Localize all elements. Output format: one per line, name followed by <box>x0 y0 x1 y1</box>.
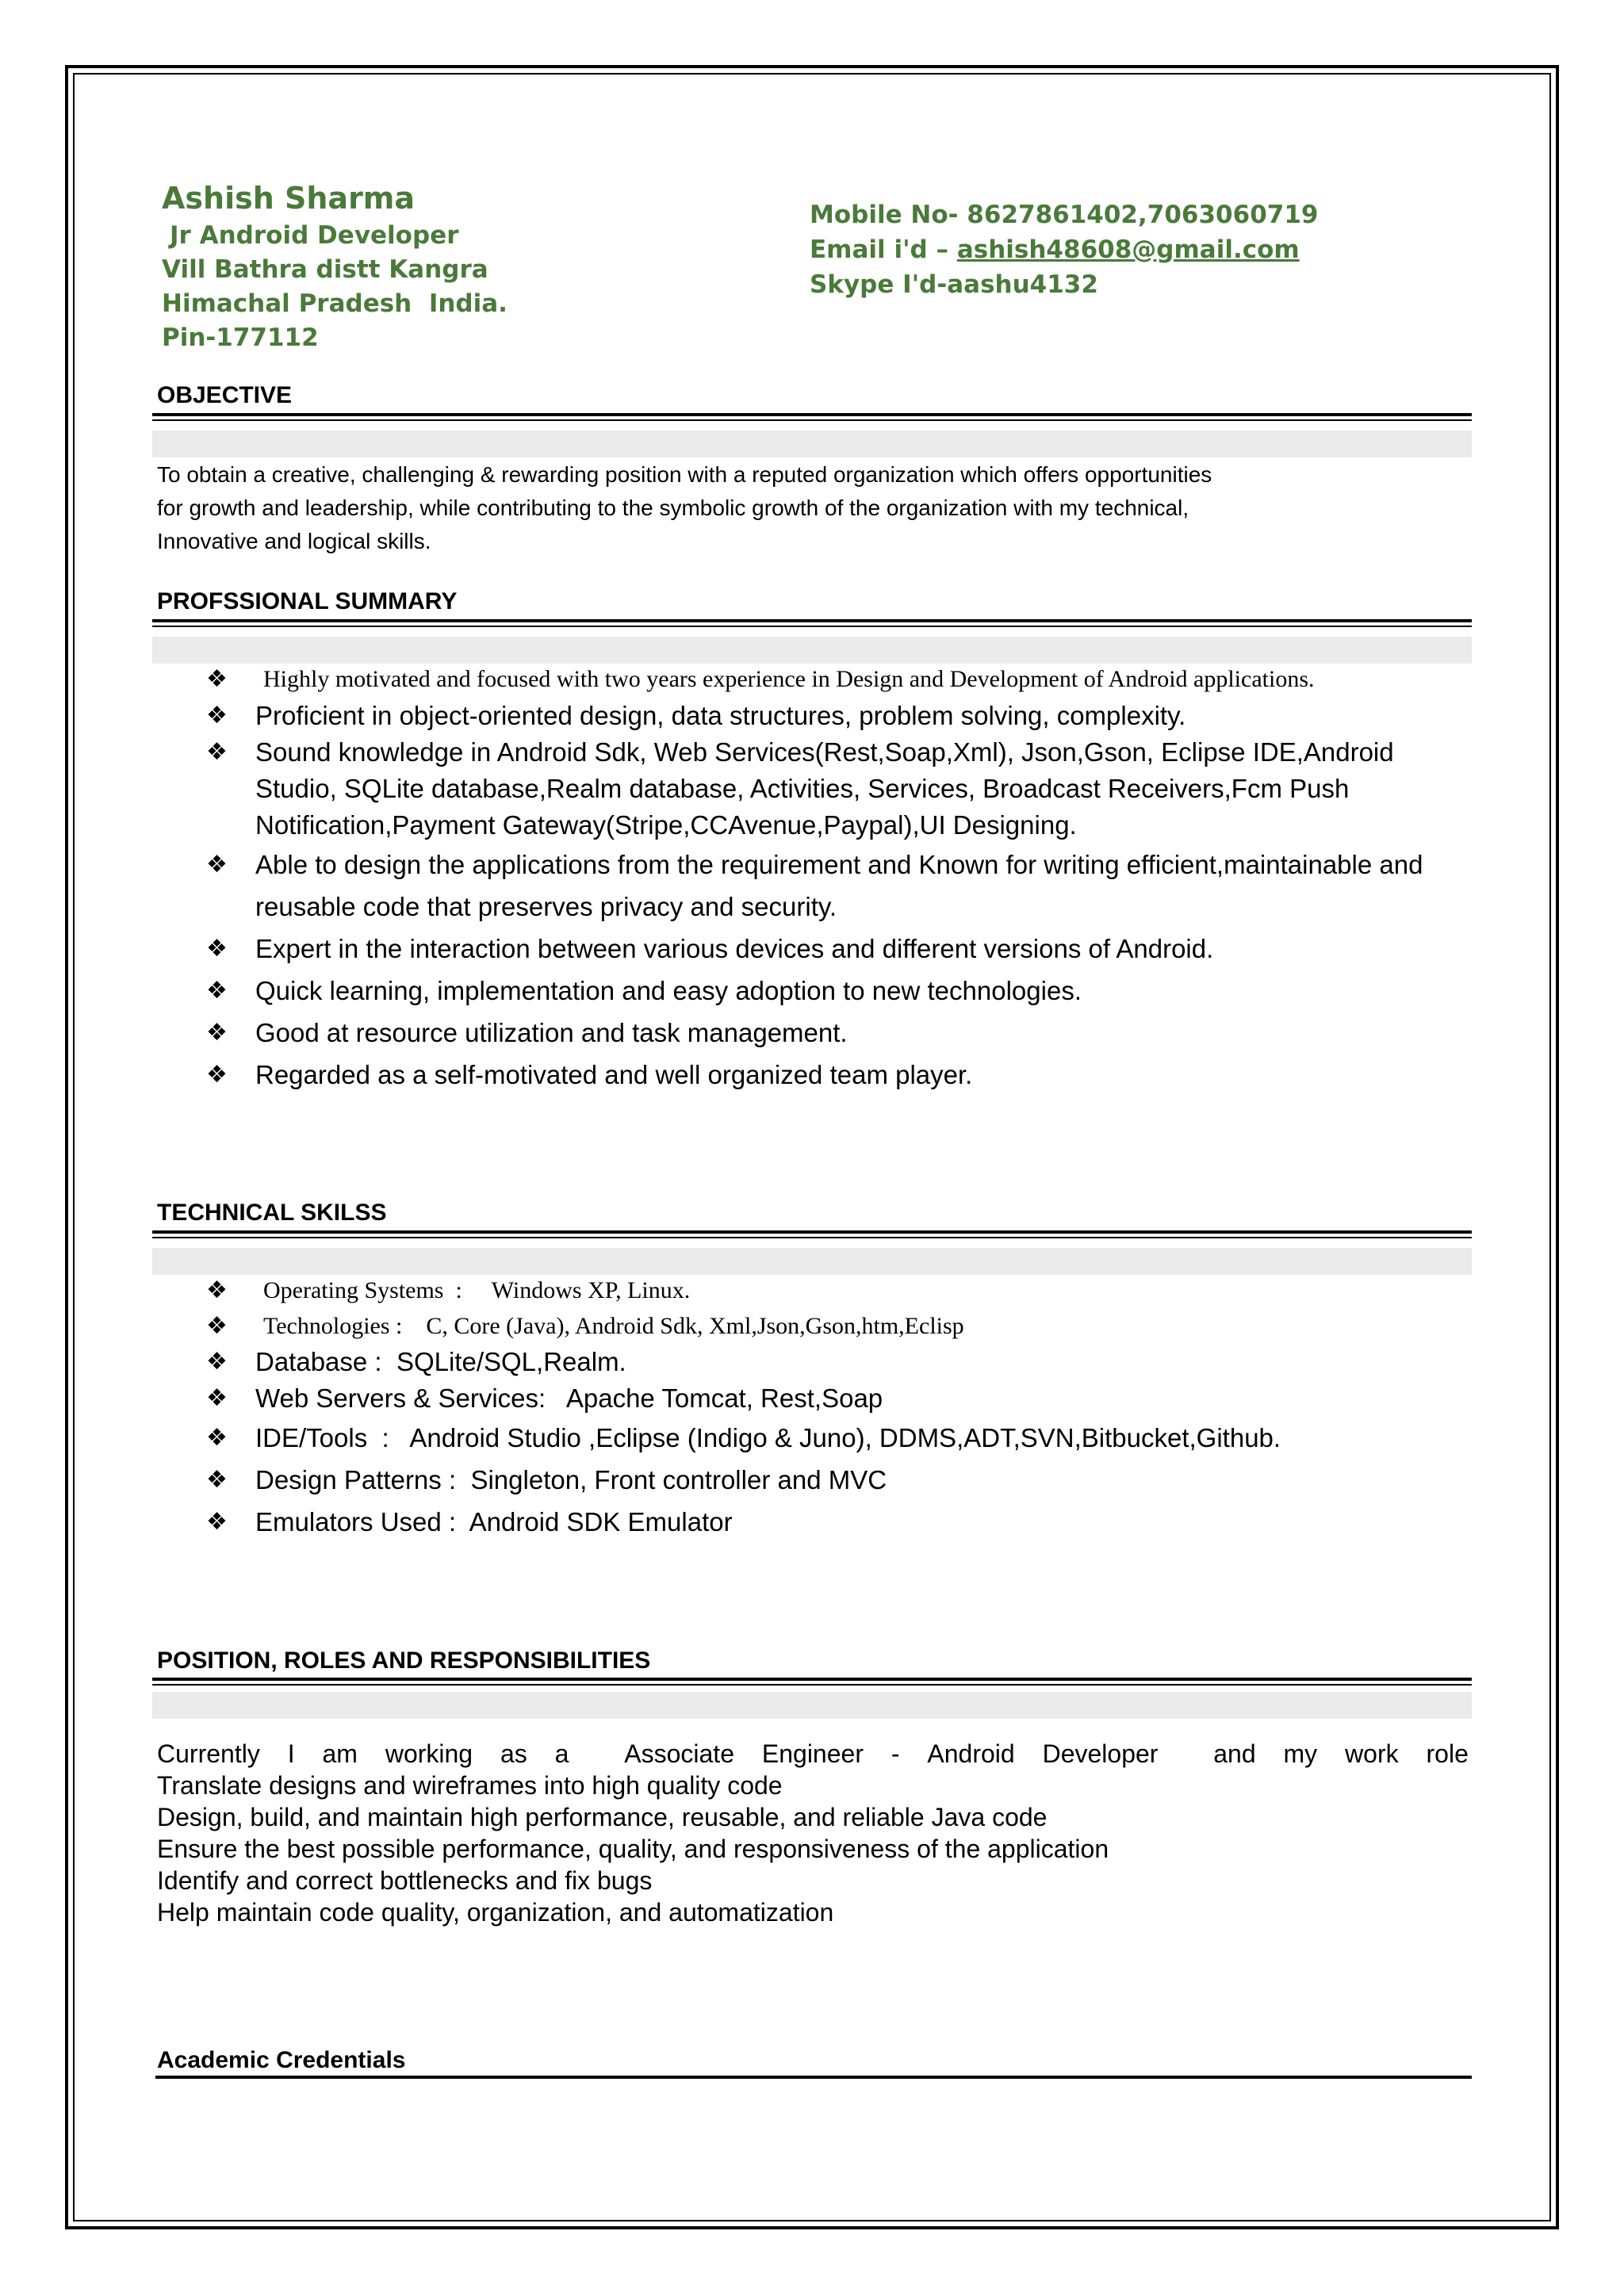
bullet-icon: ❖ <box>206 665 228 693</box>
objective-band <box>152 430 1472 457</box>
bullet-icon: ❖ <box>206 1384 228 1412</box>
email-row <box>810 232 1318 267</box>
contact-block-right <box>810 197 1318 302</box>
responsibility-line: Translate designs and wireframes into high quality code <box>157 1771 783 1800</box>
position-text <box>157 1738 1469 1928</box>
job-role: Jr Android Developer <box>170 221 459 250</box>
list-item: ❖ Database : SQLite/SQL,Realm. <box>206 1344 1467 1380</box>
skype-id: Skype I'd-aashu4132 <box>810 270 1098 299</box>
objective-text <box>157 458 1426 558</box>
list-item: ❖ Proficient in object-oriented design, data structures, problem solving, complexity. <box>206 698 1467 734</box>
position-band <box>152 1692 1472 1719</box>
objective-line: To obtain a creative, challenging & rewarding position with a reputed organization which offers opportunities <box>157 462 1212 487</box>
email-label: Email i'd – <box>810 235 957 264</box>
list-item: ❖ Able to design the applications from the requirement and Known for writing efficient,maintainable and reusable code that preserves privacy and security. <box>206 844 1467 928</box>
bullet-icon: ❖ <box>206 1312 228 1340</box>
objective-heading: OBJECTIVE <box>157 382 293 408</box>
skills-list <box>206 1272 1467 1543</box>
bullet-icon: ❖ <box>206 1348 228 1376</box>
email-link[interactable]: ashish48608@gmail.com <box>956 235 1300 264</box>
bullet-icon: ❖ <box>206 1424 228 1452</box>
bullet-icon: ❖ <box>206 1019 228 1047</box>
responsibility-line: Ensure the best possible performance, quality, and responsiveness of the application <box>157 1835 1109 1863</box>
summary-rule <box>152 619 1472 627</box>
candidate-name: Ashish Sharma <box>162 181 416 216</box>
position-first-line: Currently I am working as a Associate Engineer - Android Developer and my work role <box>157 1739 1469 1768</box>
list-item: ❖ Expert in the interaction between various devices and different versions of Android. <box>206 928 1467 970</box>
bullet-icon: ❖ <box>206 935 228 962</box>
academic-rule <box>155 2076 1472 2079</box>
bullet-icon: ❖ <box>206 738 228 766</box>
summary-band <box>152 637 1472 664</box>
list-item: ❖ Sound knowledge in Android Sdk, Web Services(Rest,Soap,Xml), Json,Gson, Eclipse IDE,Android Studio, SQLite database,Realm database, Activities, Services, Broadcast Receivers,Fcm Push Notification,Payment Gateway(Stripe,CCAvenue,Paypal),UI Designing. <box>206 734 1467 844</box>
responsibility-line: Help maintain code quality, organization, and automatization <box>157 1898 834 1927</box>
bullet-icon: ❖ <box>206 977 228 1004</box>
bullet-icon: ❖ <box>206 702 228 729</box>
list-item: ❖ Web Servers & Services: Apache Tomcat, Rest,Soap <box>206 1380 1467 1417</box>
skills-band <box>152 1248 1472 1275</box>
address-line-1: Vill Bathra distt Kangra <box>162 255 488 284</box>
skills-rule <box>152 1230 1472 1238</box>
list-item: ❖ IDE/Tools : Android Studio ,Eclipse (Indigo & Juno), DDMS,ADT,SVN,Bitbucket,Github. <box>206 1417 1467 1459</box>
list-item: ❖ Quick learning, implementation and easy adoption to new technologies. <box>206 970 1467 1012</box>
summary-heading: PROFSSIONAL SUMMARY <box>157 588 458 614</box>
objective-rule <box>152 413 1472 421</box>
bullet-icon: ❖ <box>206 1508 228 1536</box>
bullet-icon: ❖ <box>206 1466 228 1494</box>
pin-code: Pin-177112 <box>162 323 319 352</box>
objective-line: for growth and leadership, while contributing to the symbolic growth of the organization with my technical, <box>157 496 1189 520</box>
academic-heading: Academic Credentials <box>157 2047 406 2073</box>
skills-heading: TECHNICAL SKILSS <box>157 1200 387 1226</box>
bullet-icon: ❖ <box>206 1061 228 1089</box>
position-rule <box>152 1678 1472 1686</box>
contact-block-left <box>162 178 508 355</box>
summary-list <box>206 661 1467 1096</box>
list-item: ❖ Technologies : C, Core (Java), Android Sdk, Xml,Json,Gson,htm,Eclisp <box>206 1308 1467 1344</box>
mobile-number: Mobile No- 8627861402,7063060719 <box>810 201 1319 229</box>
list-item: ❖ Design Patterns : Singleton, Front controller and MVC <box>206 1459 1467 1501</box>
position-heading: POSITION, ROLES AND RESPONSIBILITIES <box>157 1647 651 1674</box>
responsibility-line: Identify and correct bottlenecks and fix bugs <box>157 1866 653 1895</box>
list-item: ❖ Good at resource utilization and task management. <box>206 1012 1467 1054</box>
responsibility-line: Design, build, and maintain high performance, reusable, and reliable Java code <box>157 1803 1048 1831</box>
list-item: ❖ Highly motivated and focused with two years experience in Design and Development of Android applications. <box>206 661 1467 698</box>
objective-line: Innovative and logical skills. <box>157 529 431 553</box>
bullet-icon: ❖ <box>206 1276 228 1304</box>
list-item: ❖ Emulators Used : Android SDK Emulator <box>206 1501 1467 1543</box>
bullet-icon: ❖ <box>206 851 228 878</box>
list-item: ❖ Operating Systems : Windows XP, Linux. <box>206 1272 1467 1308</box>
list-item: ❖ Regarded as a self-motivated and well organized team player. <box>206 1054 1467 1096</box>
address-line-2: Himachal Pradesh India. <box>162 289 508 318</box>
